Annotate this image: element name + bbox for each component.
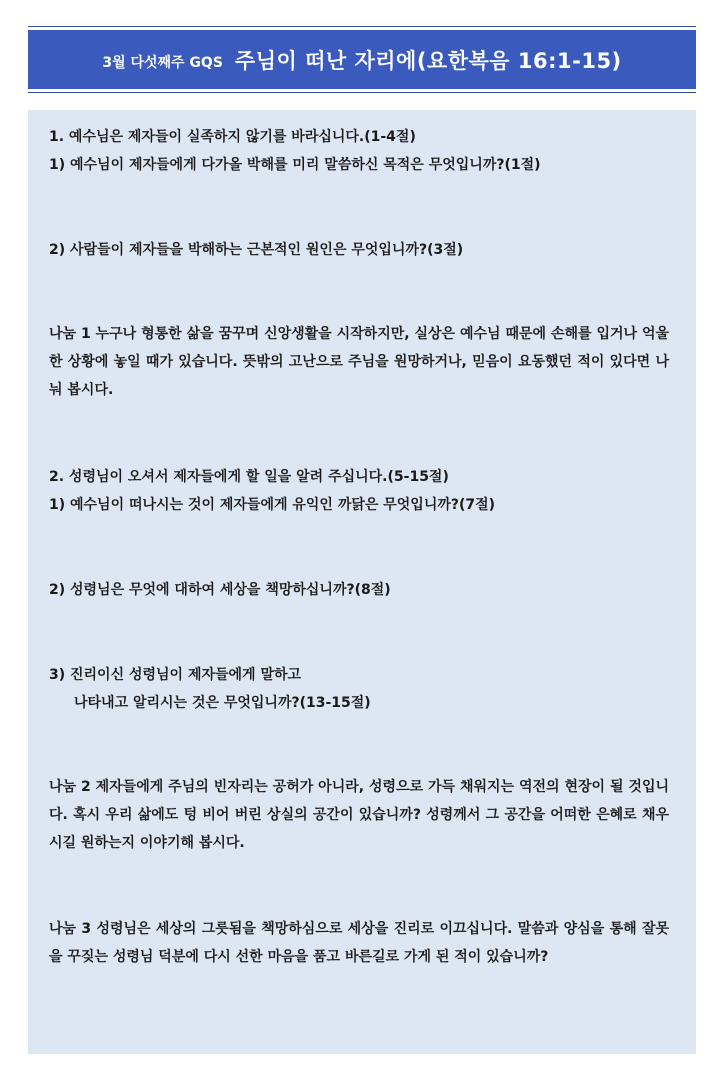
section2-heading: 2. 성령님이 오셔서 제자들에게 할 일을 알려 주십니다.(5-15절) bbox=[49, 469, 449, 485]
share-2: 나눔 2 제자들에게 주님의 빈자리는 공허가 아니라, 성령으로 가득 채워지는 역전의 현장이 될 것입니다. 혹시 우리 삶에도 텅 비어 버린 상실의 공간이 있습니까? 성령께서 그 공간을 어떠한 은혜로 채우시길 원하는지 이야기해 봅시다. bbox=[49, 779, 669, 851]
section1-question-1: 1) 예수님이 제자들에게 다가올 박해를 미리 말씀하신 목적은 무엇입니까?(1절) bbox=[49, 157, 541, 173]
header-bar bbox=[28, 30, 696, 89]
header-banner bbox=[28, 26, 696, 93]
share-3: 나눔 3 성령님은 세상의 그릇됨을 책망하심으로 세상을 진리로 이끄십니다. 말씀과 양심을 통해 잘못을 꾸짖는 성령님 덕분에 다시 선한 마음을 품고 바른길로 가게 된 적이 있습니까? bbox=[49, 921, 669, 965]
section2-question-3: 3) 진리이신 성령님이 제자들에게 말하고 bbox=[49, 667, 302, 683]
section2-question-3-cont: 나타내고 알리시는 것은 무엇입니까?(13-15절) bbox=[74, 695, 371, 711]
section1-question-2: 2) 사람들이 제자들을 박해하는 근본적인 원인은 무엇입니까?(3절) bbox=[49, 242, 464, 258]
header-subtitle: 3월 다섯째주 GQS bbox=[102, 54, 223, 71]
section2-question-1: 1) 예수님이 떠나시는 것이 제자들에게 유익인 까닭은 무엇입니까?(7절) bbox=[49, 497, 496, 513]
section1-heading: 1. 예수님은 제자들이 실족하지 않기를 바라십니다.(1-4절) bbox=[49, 129, 416, 145]
section2-question-2: 2) 성령님은 무엇에 대하여 세상을 책망하십니까?(8절) bbox=[49, 582, 391, 598]
page-title: 주님이 떠난 자리에(요한복음 16:1-15) bbox=[234, 48, 622, 73]
share-1: 나눔 1 누구나 형통한 삶을 꿈꾸며 신앙생활을 시작하지만, 실상은 예수님 때문에 손해를 입거나 억울한 상황에 놓일 때가 있습니다. 뜻밖의 고난으로 주님을 원망하거나, 믿음이 요동했던 적이 있다면 나눠 봅시다. bbox=[49, 326, 669, 398]
